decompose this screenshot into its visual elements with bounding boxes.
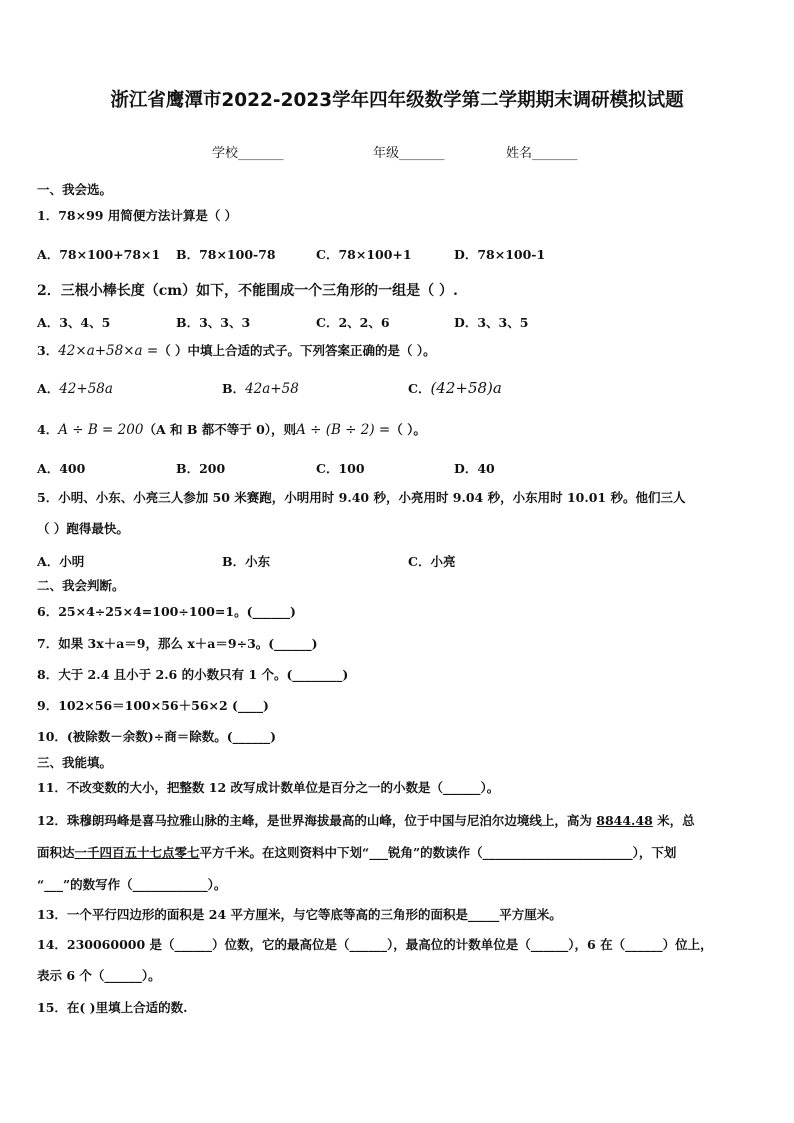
q4-option-c: C．100 [316, 461, 365, 476]
q3-stem-rest: （ ）中填上合适的式子。下列答案正确的是（ ）。 [158, 343, 436, 358]
q2-option-c: C．2、2、6 [316, 315, 390, 330]
q9: 9．102×56＝100×56＋56×2 (____) [37, 698, 269, 713]
q2-option-b: B．3、3、3 [176, 315, 251, 330]
q4-expression-1: A ÷ B = 200 [58, 422, 144, 438]
q4-option-d: D．40 [454, 461, 495, 476]
q7: 7．如果 3x＋a＝9，那么 x＋a＝9÷3。(______) [37, 636, 318, 651]
q12-line3: “___”的数写作（____________）。 [37, 877, 227, 892]
q4-stem: 4．A ÷ B = 200（A 和 B 都不等于 0），则A ÷ (B ÷ 2) =（ ）。 [37, 422, 426, 438]
q4-option-a: A．400 [37, 461, 86, 476]
q15: 15．在( )里填上合适的数. [37, 1000, 188, 1015]
q1-option-c: C．78×100+1 [316, 247, 412, 262]
q13: 13．一个平行四边形的面积是 24 平方厘米，与它等底等高的三角形的面积是_____平方厘米。 [37, 907, 562, 922]
q2-option-d: D．3、3、5 [454, 315, 529, 330]
q14-line1: 14．230060000 是（______）位数，它的最高位是（______），最高位的计数单位是（______），6 在（______）位上， [37, 937, 713, 952]
q14-line2: 表示 6 个（______）。 [37, 968, 161, 983]
q5-stem-line2: （ ）跑得最快。 [37, 521, 129, 536]
q12-line1: 12．珠穆朗玛峰是喜马拉雅山脉的主峰，是世界海拔最高的山峰，位于中国与尼泊尔边境线上，高为 8844.48 米，总 [37, 813, 695, 828]
q1-option-b: B．78×100-78 [176, 247, 276, 262]
school-field: 学校_______ [212, 146, 284, 161]
q3-stem [37, 342, 754, 360]
q1-option-a: A．78×100+78×1 [37, 247, 161, 262]
q12-area-value: 一千四百五十七点零七 [74, 845, 200, 860]
q5-option-b: B．小东 [222, 554, 271, 569]
section3-heading: 三、我能填。 [37, 755, 113, 770]
q3-expression: 42×a+58×a = [58, 343, 159, 359]
q6: 6．25×4÷25×4=100÷100=1。(______) [37, 604, 296, 619]
name-field: 姓名_______ [506, 146, 578, 161]
q5-option-a: A．小明 [37, 554, 85, 569]
section1-heading: 一、我会选。 [37, 182, 113, 197]
q2-stem: 2．三根小棒长度（cm）如下，不能围成一个三角形的一组是（ ）. [37, 283, 458, 299]
q11: 11．不改变数的大小，把整数 12 改写成计数单位是百分之一的小数是（______）。 [37, 780, 500, 795]
q4-option-b: B．200 [176, 461, 226, 476]
section2-heading: 二、我会判断。 [37, 578, 125, 593]
grade-field: 年级_______ [373, 146, 445, 161]
q8: 8．大于 2.4 且小于 2.6 的小数只有 1 个。(________) [37, 667, 349, 682]
q12-line2: 面积达一千四百五十七点零七平方千米。在这则资料中下划“___锐角”的数读作（________________________），下划 [37, 845, 677, 860]
q2-option-a: A．3、4、5 [37, 315, 111, 330]
q3-number: 3． [37, 343, 59, 358]
page-title: 浙江省鹰潭市2022-2023学年四年级数学第二学期期末调研模拟试题 [110, 90, 684, 111]
q1-option-d: D．78×100-1 [454, 247, 546, 262]
q10: 10．(被除数－余数)÷商＝除数。(______) [37, 729, 277, 744]
q1-stem: 1．78×99 用简便方法计算是（ ） [37, 208, 238, 223]
q5-stem-line1: 5．小明、小东、小亮三人参加 50 米赛跑，小明用时 9.40 秒，小亮用时 9.04 秒，小东用时 10.01 秒。他们三人 [37, 490, 686, 505]
q3-option-a: A．42+58a [37, 381, 113, 397]
q3-option-c: C．(42+58)a [408, 379, 502, 397]
q5-option-c: C．小亮 [408, 554, 456, 569]
q4-expression-2: A ÷ (B ÷ 2) = [296, 422, 391, 438]
q12-height-value: 8844.48 [596, 813, 653, 828]
q3-option-b: B．42a+58 [222, 381, 299, 397]
